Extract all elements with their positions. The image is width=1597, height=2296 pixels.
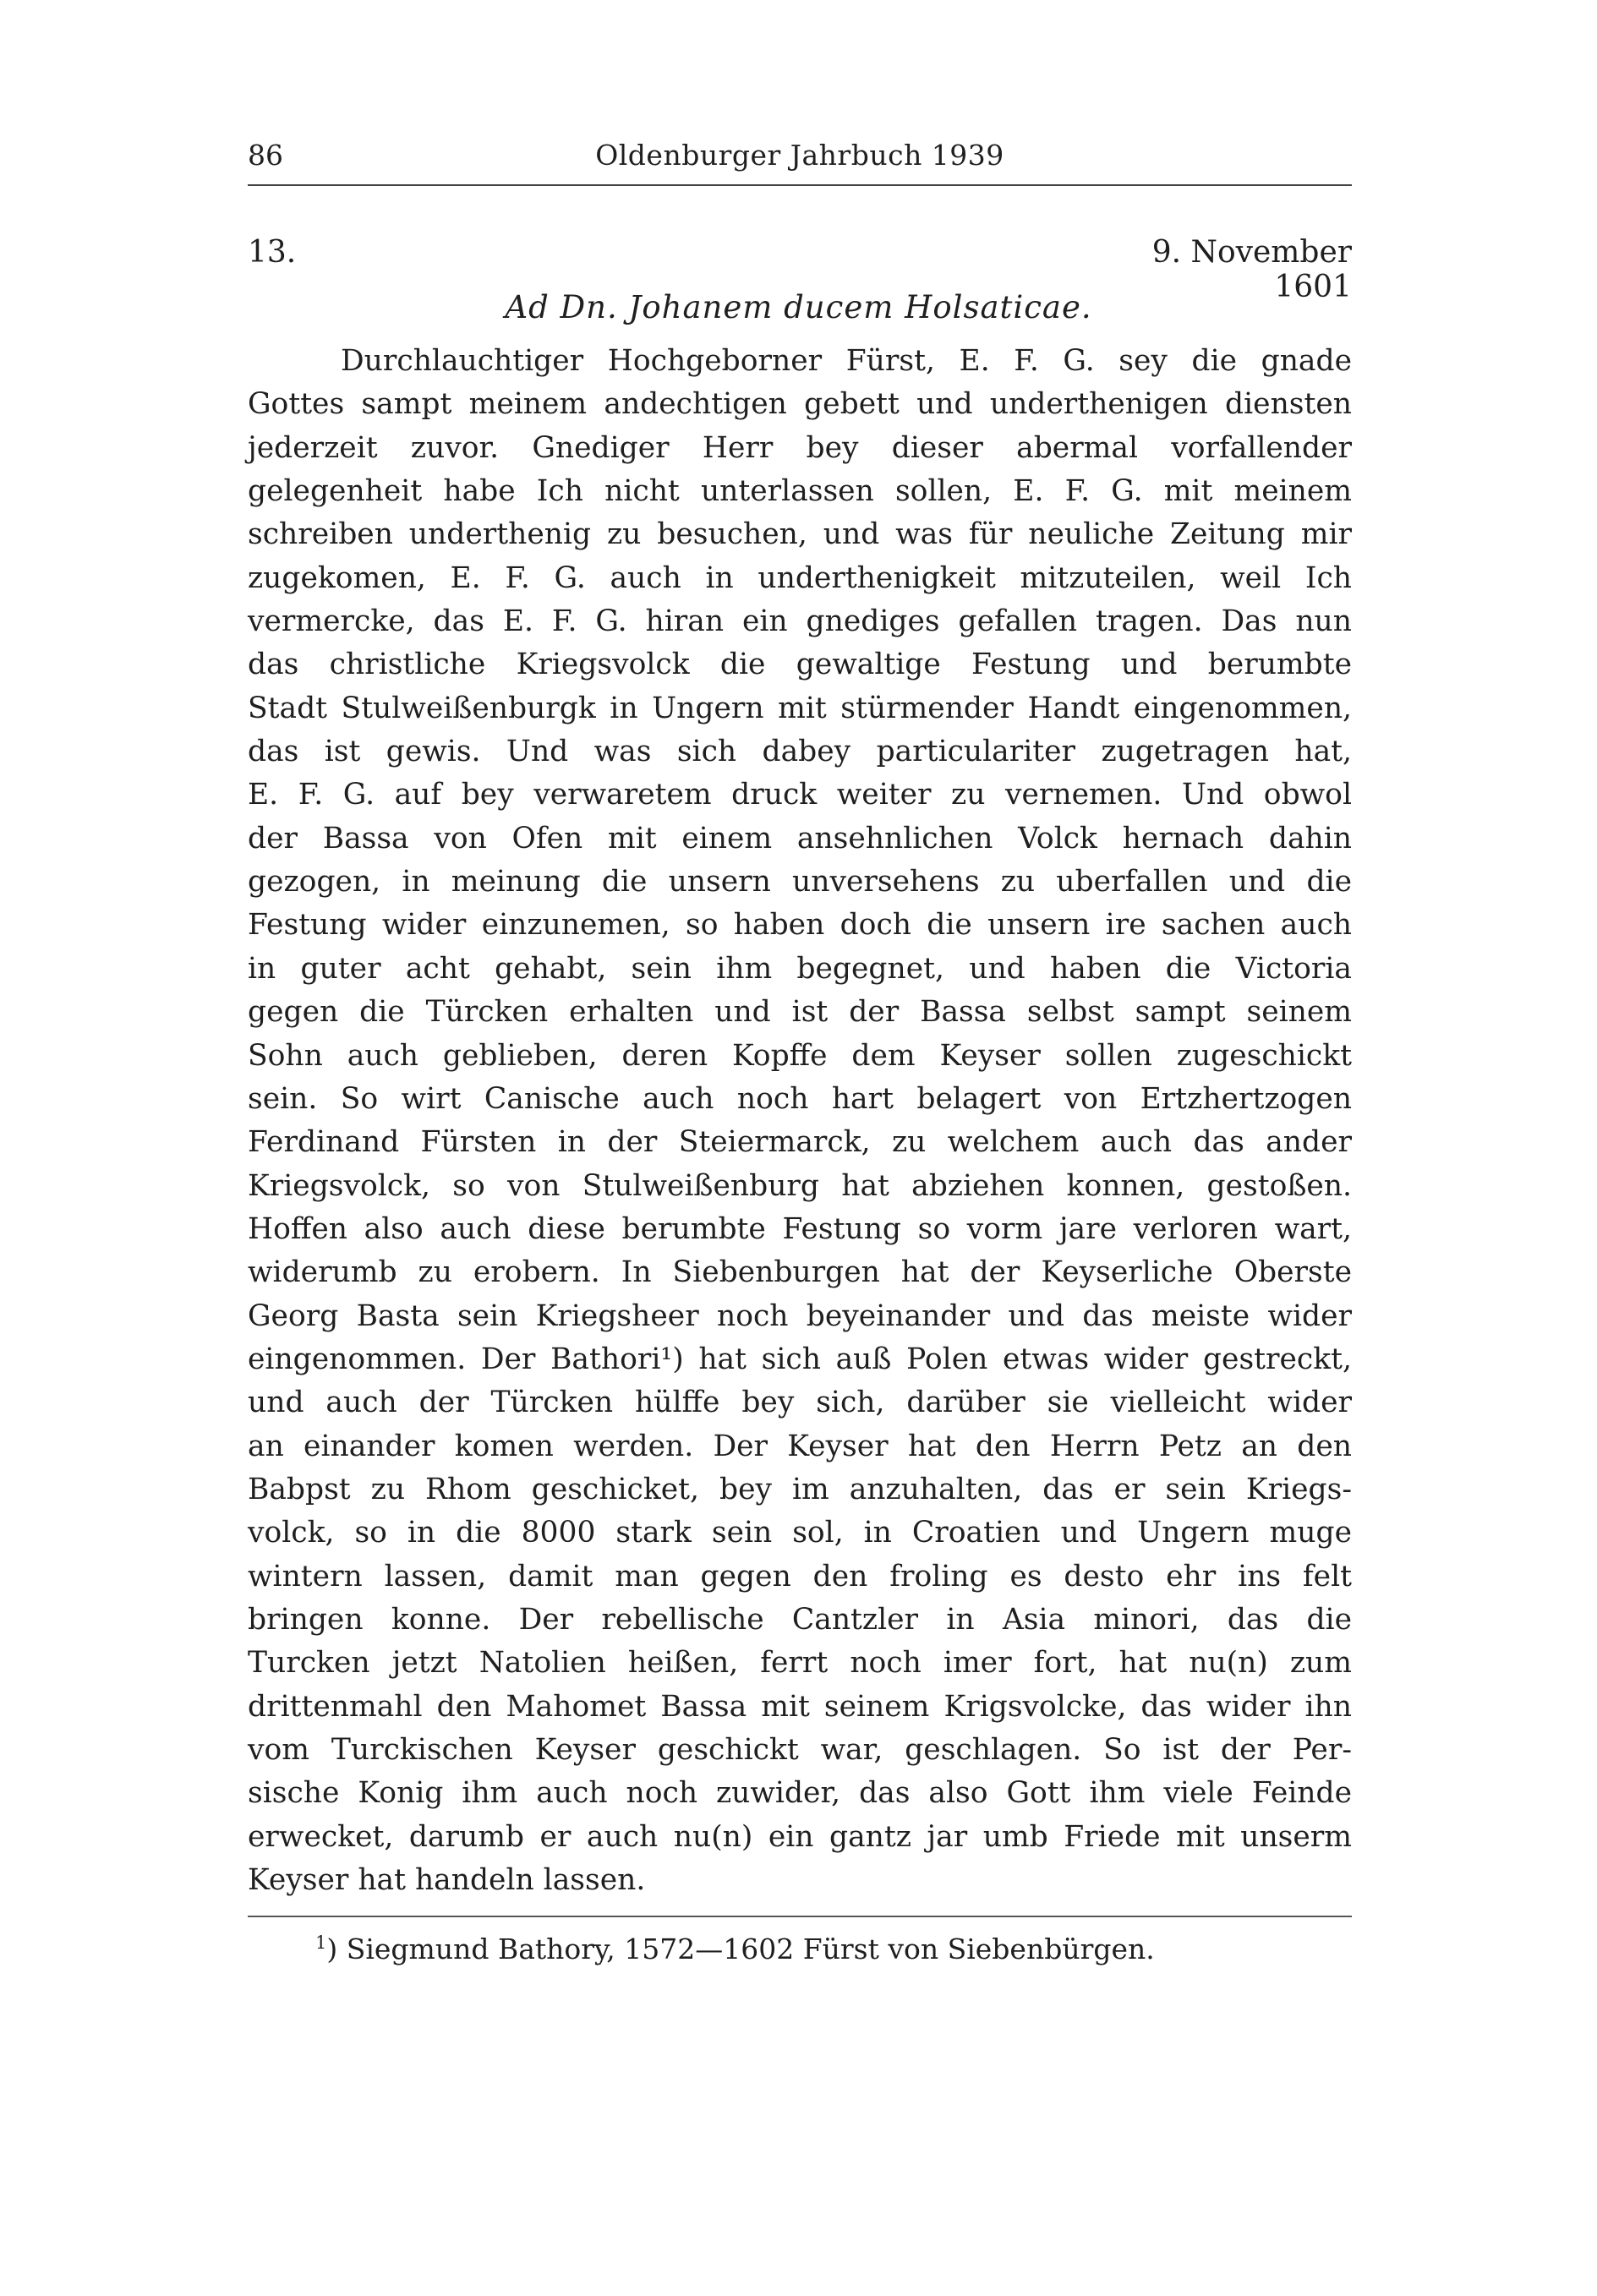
body-line: Turcken jetzt Natolien heißen, ferrt noch imer fort, hat nu(n) zum <box>248 1646 1352 1681</box>
body-line: vermercke, das E. F. G. hiran ein gnediges gefallen tragen. Das nun <box>248 604 1352 639</box>
body-line: volck, so in die 8000 stark sein sol, in Croatien und Ungern muge <box>248 1516 1352 1550</box>
running-title: Oldenburger Jahrbuch 1939 <box>595 139 1004 172</box>
body-line: gegen die Türcken erhalten und ist der Bassa selbst sampt seinem <box>248 995 1352 1030</box>
letter-addressee: Ad Dn. Johanem ducem Holsaticae. <box>505 289 1092 325</box>
body-line: sische Konig ihm auch noch zuwider, das also Gott ihm viele Feinde <box>248 1776 1352 1811</box>
body-line: und auch der Türcken hülffe bey sich, darüber sie vielleicht wider <box>248 1386 1352 1420</box>
body-line: E. F. G. auf bey verwaretem druck weiter zu vernemen. Und obwol <box>248 778 1352 812</box>
body-line: Festung wider einzunemen, so haben doch die unsern ire sachen auch <box>248 908 1352 943</box>
body-line: das christliche Kriegsvolck die gewaltige Festung und berumbte <box>248 648 1352 682</box>
letter-date: 9. November 1601 <box>1151 235 1352 304</box>
body-line: jederzeit zuvor. Gnediger Herr bey dieser abermal vorfallender <box>248 430 1352 465</box>
body-line: widerumb zu erobern. In Siebenburgen hat der Keyserliche Oberste <box>248 1255 1352 1290</box>
body-line: drittenmahl den Mahomet Bassa mit seinem Krigsvolcke, das wider ihn <box>248 1689 1352 1724</box>
body-line: der Bassa von Ofen mit einem ansehnlichen Volck hernach dahin <box>248 821 1352 856</box>
footnote-text: ) Siegmund Bathory, 1572—1602 Fürst von Siebenbürgen. <box>326 1932 1155 1965</box>
body-line: Gottes sampt meinem andechtigen gebett und underthenigen diensten <box>248 387 1352 422</box>
body-line: erwecket, darumb er auch nu(n) ein gantz jar umb Friede mit unserm <box>248 1819 1352 1854</box>
letter-number: 13. <box>248 235 297 270</box>
body-line: Keyser hat handeln lassen. <box>248 1863 646 1898</box>
body-line: in guter acht gehabt, sein ihm begegnet, und haben die Victoria <box>248 951 1352 986</box>
letter-body <box>248 340 1352 1902</box>
body-line: das ist gewis. Und was sich dabey particulariter zugetragen hat, <box>248 735 1352 769</box>
body-line: Sohn auch geblieben, deren Kopffe dem Keyser sollen zugeschickt <box>248 1038 1352 1073</box>
body-line: bringen konne. Der rebellische Cantzler in Asia minori, das die <box>248 1602 1352 1637</box>
footnote-mark: 1 <box>315 1932 327 1953</box>
body-line: vom Turckischen Keyser geschickt war, geschlagen. So ist der Per- <box>248 1733 1352 1767</box>
body-line: schreiben underthenig zu besuchen, und was für neuliche Zeitung mir <box>248 517 1352 552</box>
page-header <box>248 139 1352 172</box>
body-line: Babpst zu Rhom geschicket, bey im anzuhalten, das er sein Kriegs- <box>248 1472 1352 1506</box>
body-line: gelegenheit habe Ich nicht unterlassen sollen, E. F. G. mit meinem <box>248 474 1352 509</box>
body-line: gezogen, in meinung die unsern unversehens zu uberfallen und die <box>248 865 1352 899</box>
body-line: sein. So wirt Canische auch noch hart belagert von Ertzhertzogen <box>248 1081 1352 1116</box>
footnote <box>315 1932 1155 1965</box>
footnote-rule <box>248 1916 1352 1917</box>
body-line: Stadt Stulweißenburgk in Ungern mit stürmender Handt eingenommen, <box>248 691 1352 725</box>
body-line: Hoffen also auch diese berumbte Festung so vorm jare verloren wart, <box>248 1211 1352 1246</box>
body-line: Durchlauchtiger Hochgeborner Fürst, E. F. G. sey die gnade <box>341 344 1352 378</box>
body-line: zugekomen, E. F. G. auch in underthenigkeit mitzuteilen, weil Ich <box>248 560 1352 595</box>
body-line: an einander komen werden. Der Keyser hat den Herrn Petz an den <box>248 1429 1352 1463</box>
body-line: Ferdinand Fürsten in der Steiermarck, zu welchem auch das ander <box>248 1125 1352 1160</box>
body-line: Kriegsvolck, so von Stulweißenburg hat abziehen konnen, gestoßen. <box>248 1168 1352 1203</box>
page-number: 86 <box>248 139 283 172</box>
body-line: wintern lassen, damit man gegen den froling es desto ehr ins felt <box>248 1559 1352 1594</box>
header-rule <box>248 184 1352 186</box>
body-line: eingenommen. Der Bathori¹) hat sich auß Polen etwas wider gestreckt, <box>248 1342 1352 1376</box>
body-line: Georg Basta sein Kriegsheer noch beyeinander und das meiste wider <box>248 1298 1352 1333</box>
